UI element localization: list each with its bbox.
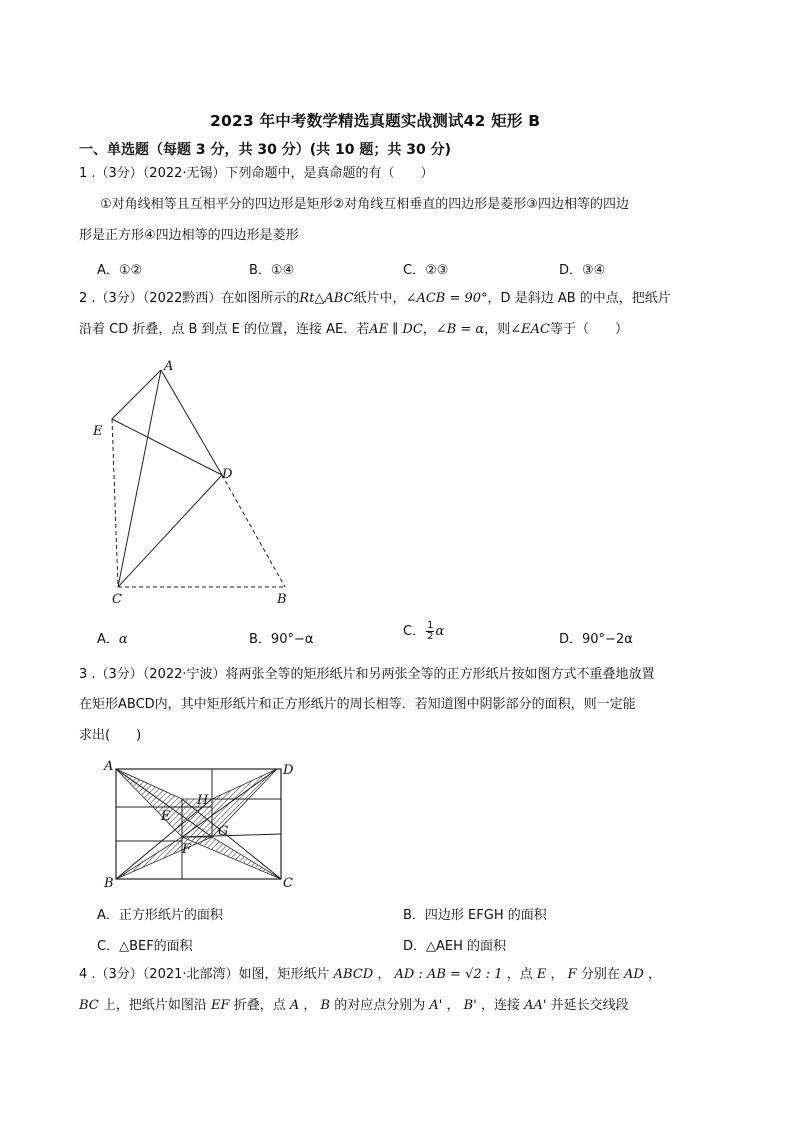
- q4-text: ，点: [506, 967, 533, 982]
- option-label: C．: [403, 624, 426, 639]
- page-title: 2023 年中考数学精选真题实战测试42 矩形 B: [210, 112, 541, 130]
- point-label-c: C: [112, 592, 122, 607]
- q2-text: 沿着 CD 折叠，点 B 到点 E 的位置，连接 AE．若: [79, 322, 370, 337]
- q2-line2: [79, 320, 628, 340]
- q4-math: A': [429, 998, 443, 1013]
- point-label-f: F: [182, 842, 192, 857]
- q4-text: 并延长交线段: [550, 998, 629, 1013]
- q4-text: ，: [377, 967, 391, 982]
- segment-db-dashed: [222, 475, 285, 587]
- q2-angle-math: ∠ACB = 90°: [405, 291, 488, 306]
- q4-text: ，: [550, 967, 564, 982]
- q1-statement-line1: ①对角线相等且互相平分的四边形是矩形②对角线互相垂直的四边形是菱形③四边相等的四边: [100, 197, 629, 212]
- point-label-d: D: [283, 763, 294, 778]
- q4-text: 上，把纸片如图沿: [102, 998, 207, 1013]
- q4-line1: [79, 965, 661, 985]
- point-label-e: E: [161, 809, 171, 824]
- q4-math: EF: [211, 998, 230, 1013]
- q2-option-a[interactable]: [97, 628, 128, 647]
- q4-math: A: [289, 998, 300, 1013]
- segment-dc: [118, 475, 222, 587]
- option-value: α: [118, 632, 128, 647]
- q4-line2: [79, 996, 629, 1016]
- q2-angle-b-math: ∠B = α: [435, 322, 485, 337]
- q4-math: E: [536, 967, 547, 982]
- q2-text: 2 .（3分）（2022黔西）在如图所示的: [79, 291, 300, 306]
- point-label-e: E: [93, 424, 103, 439]
- option-value: α: [435, 624, 445, 639]
- option-value: 90°−α: [270, 632, 314, 647]
- q2-text: ，: [422, 322, 436, 337]
- q1-option-a[interactable]: A．①②: [97, 263, 143, 278]
- q2-option-b[interactable]: [249, 628, 313, 647]
- q4-text: ，连接: [480, 998, 520, 1013]
- option-label: B．: [249, 632, 271, 647]
- point-label-a: A: [164, 359, 174, 374]
- fraction-denominator: 2: [427, 631, 434, 642]
- q1-option-d[interactable]: D．③④: [559, 263, 606, 278]
- q4-math: BC: [79, 998, 99, 1013]
- q2-option-c[interactable]: [403, 620, 444, 642]
- q2-text: 等于（ ）: [549, 322, 628, 337]
- q4-math: ABCD: [333, 967, 374, 982]
- q4-text: 分别在: [580, 967, 620, 982]
- q2-parallel-math: AE ∥ DC: [369, 322, 423, 337]
- point-label-a: A: [104, 759, 114, 774]
- point-label-b: B: [104, 876, 114, 891]
- section-heading: 一、单选题（每题 3 分，共 30 分）(共 10 题；共 30 分): [79, 142, 451, 158]
- q2-option-d[interactable]: [559, 628, 633, 647]
- shaded-triangle-aeh: [116, 769, 182, 837]
- q4-text: 的对应点分别为: [334, 998, 426, 1013]
- q4-math: F: [567, 967, 577, 982]
- q2-text: 纸片中，: [353, 291, 406, 306]
- fraction-numerator: 1: [427, 620, 434, 631]
- point-label-d: D: [222, 467, 233, 482]
- q3-figure: [100, 757, 305, 892]
- q4-text: ，: [647, 967, 661, 982]
- q3-option-a[interactable]: A．正方形纸片的面积: [97, 908, 223, 923]
- q1-option-b[interactable]: B．①④: [249, 263, 295, 278]
- q2-angle-eac-math: ∠EAC: [510, 322, 550, 337]
- q4-text: ，: [303, 998, 317, 1013]
- q4-math: AD: [623, 967, 644, 982]
- q3-option-b[interactable]: B．四边形 EFGH 的面积: [403, 908, 547, 923]
- q4-text: 4 .（3分）（2021·北部湾）如图，矩形纸片: [79, 967, 330, 982]
- q1-statement-line2: 形是正方形④四边相等的四边形是菱形: [79, 228, 299, 243]
- q2-figure: [80, 350, 310, 610]
- q2-triangle-math: Rt△ABC: [299, 291, 354, 306]
- q2-text: ，D 是斜边 AB 的中点，把纸片: [487, 291, 671, 306]
- q4-ratio-math: AD : AB = √2 : 1: [394, 967, 503, 982]
- q4-math: B: [320, 998, 331, 1013]
- point-label-b: B: [277, 592, 287, 607]
- point-label-g: G: [218, 824, 229, 839]
- q3-option-c[interactable]: C．△BEF的面积: [97, 939, 193, 954]
- q4-text: ，: [446, 998, 460, 1013]
- q1-option-c[interactable]: C．②③: [403, 263, 449, 278]
- segment-ec-dashed: [112, 419, 118, 587]
- q2-line1: [79, 289, 671, 309]
- point-label-h: H: [197, 793, 209, 808]
- option-value: 90°−2α: [582, 632, 633, 647]
- q2-text: ，则: [484, 322, 511, 337]
- q3-option-d[interactable]: D．△AEH 的面积: [403, 939, 507, 954]
- segment-ac: [118, 370, 161, 587]
- point-label-c: C: [283, 876, 293, 891]
- q4-text: 折叠，点: [233, 998, 286, 1013]
- q4-math: AA': [524, 998, 547, 1013]
- q1-header: 1 .（3分）（2022·无锡）下列命题中，是真命题的有（ ）: [79, 166, 434, 181]
- fraction-half: [426, 621, 434, 642]
- shaded-triangle-cfg: [182, 837, 281, 879]
- option-label: A．: [97, 632, 119, 647]
- q3-line1: 3 .（3分）（2022·宁波）将两张全等的矩形纸片和另两张全等的正方形纸片按如图方式不重叠地放置: [79, 667, 655, 682]
- q3-line3: 求出( ): [79, 728, 142, 743]
- q4-math: B': [463, 998, 477, 1013]
- option-label: D．: [559, 632, 583, 647]
- segment-ae: [112, 370, 161, 419]
- q3-line2: 在矩形ABCD内，其中矩形纸片和正方形纸片的周长相等．若知道图中阴影部分的面积，则一定能: [79, 697, 636, 712]
